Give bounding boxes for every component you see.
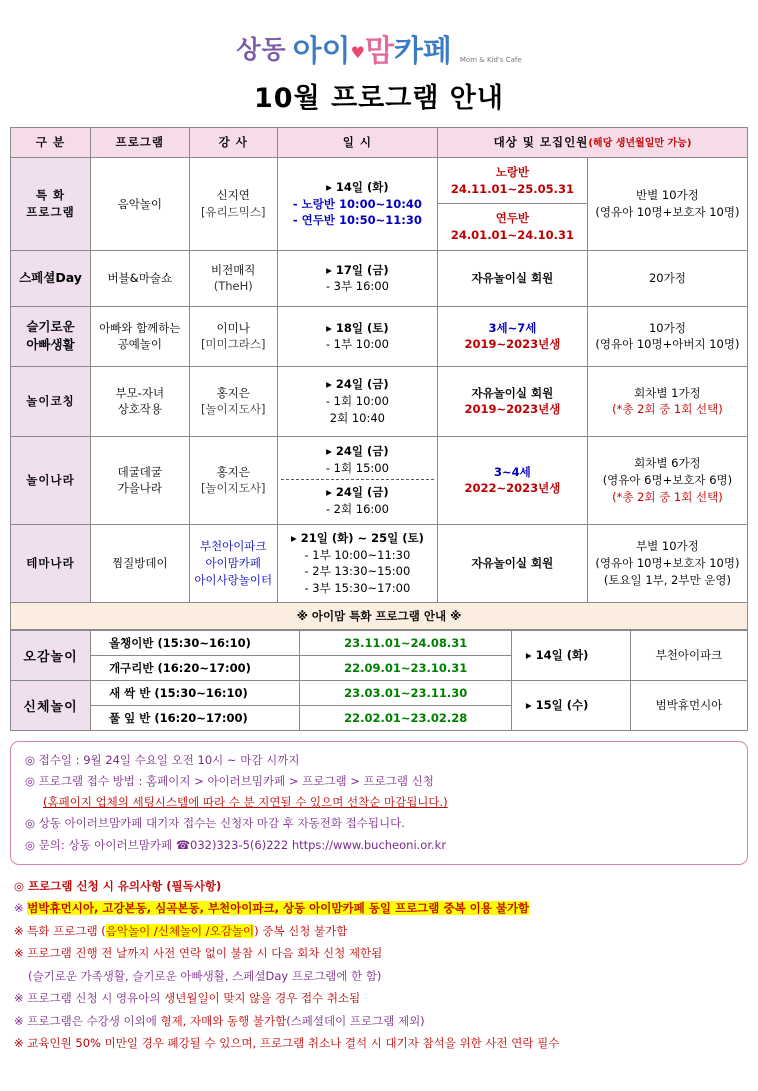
special-place: 범박휴먼시아	[630, 680, 747, 730]
table-row	[11, 436, 748, 524]
special-class-name: 풀 잎 반 (16:20~17:00)	[91, 705, 300, 730]
row-program: 버블&마술쇼	[91, 250, 190, 306]
row-program: 음악놀이	[91, 158, 190, 251]
heart-icon: ♥	[350, 43, 365, 62]
special-place: 부천아이파크	[630, 630, 747, 680]
row-target: 자유놀이실 회원	[437, 250, 587, 306]
row-teacher: 홍지은 [놀이지도사]	[189, 436, 277, 524]
website-link[interactable]: https://www.bucheoni.or.kr	[291, 837, 447, 852]
notes-section	[10, 875, 748, 1068]
logo-part-cafe: 카페	[393, 34, 452, 69]
row-category-coaching: 놀이코칭	[11, 366, 91, 436]
row-target: 3~4세 2022~2023년생	[437, 436, 587, 524]
logo-main-text	[293, 26, 452, 70]
row-category-playland: 놀이나라	[11, 436, 91, 524]
row-teacher: 이미나 [미미그라스]	[189, 306, 277, 366]
col-target-note: (해당 생년월일만 가능)	[588, 137, 692, 149]
row-program: 데굴데굴 가을나라	[91, 436, 190, 524]
table-row	[11, 524, 748, 602]
row-datetime: ▸ 17일 (금) - 3부 16:00	[277, 250, 437, 306]
row-program: 부모-자녀 상호작용	[91, 366, 190, 436]
special-program-notice: ※ 아이맘 특화 프로그램 안내 ※	[10, 603, 748, 630]
row-category-specialday: 스페셜Day	[11, 250, 91, 306]
logo-subtitle: Mom & Kid's Cafe	[459, 56, 522, 64]
row-capacity: 회차별 1가정 (*총 2회 중 1회 선택)	[587, 366, 747, 436]
note-item: (슬기로운 가족생활, 슬기로운 아빠생활, 스페셜Day 프로그램에 한 함)	[28, 968, 382, 983]
logo	[10, 0, 748, 70]
page-title: 10월 프로그램 안내	[254, 83, 504, 114]
logo-part-ai: 아이	[292, 34, 351, 69]
col-datetime: 일 시	[277, 128, 437, 158]
row-capacity: 회차별 6가정 (영유아 6명+보호자 6명) (*총 2회 중 1회 선택)	[587, 436, 747, 524]
logo-part-mom: 맘	[364, 34, 394, 69]
apply-line-2: ◎ 프로그램 접수 방법 : 홈페이지 > 아이러브밈카페 > 프로그램 > 프로그램 신청	[25, 773, 434, 788]
special-row	[11, 680, 748, 705]
apply-line-4: ◎ 상동 아이러브맘카페 대기자 접수는 신청자 마감 후 자동전화 접수됩니다.	[25, 816, 405, 831]
special-class-period: 23.03.01~23.11.30	[300, 680, 511, 705]
note-item: ※ 범박휴먼시아, 고강본동, 심곡본동, 부천아이파크, 상동 아이맘카페 동일 프로그램 중복 이용 불가함	[14, 901, 530, 916]
table-row	[11, 158, 748, 251]
table-row	[11, 366, 748, 436]
apply-line-5: ◎ 문의: 상동 아이러브맘카페 ☎032)323-5(6)222 https://www.bucheoni.or.kr	[25, 837, 447, 852]
special-day: ▸ 14일 (화)	[511, 630, 630, 680]
note-item: ※ 특화 프로그램 (음악놀이 /신체놀이 /오감놀이) 중복 신청 불가함	[14, 923, 348, 938]
special-day: ▸ 15일 (수)	[511, 680, 630, 730]
row-capacity: 20가정	[587, 250, 747, 306]
row-teacher: 홍지은 [놀이지도사]	[189, 366, 277, 436]
row-program: 찜질방데이	[91, 524, 190, 602]
special-class-name: 새 싹 반 (15:30~16:10)	[91, 680, 300, 705]
note-item: ※ 프로그램은 수강생 이외에 형제, 자매와 동행 불가함(스페셜데이 프로그램 제외)	[14, 1013, 425, 1028]
special-category-sensory: 오감놀이	[11, 630, 91, 680]
row-datetime: ▸ 18일 (토) - 1부 10:00	[277, 306, 437, 366]
special-category-physical: 신체놀이	[11, 680, 91, 730]
notes-heading: ◎ 프로그램 신청 시 유의사항 (필독사항)	[14, 879, 222, 894]
special-class-period: 22.02.01~23.02.28	[300, 705, 511, 730]
row-category-themeland: 테마나라	[11, 524, 91, 602]
apply-line-1: ◎ 접수일 : 9월 24일 수요일 오전 10시 ~ 마감 시까지	[25, 752, 300, 767]
table-row	[11, 306, 748, 366]
row-category-dad: 슬기로운 아빠생활	[11, 306, 91, 366]
row-datetime: ▸ 21일 (화) ~ 25일 (토) - 1부 10:00~11:30 - 2부 13:30~15:00 - 3부 15:30~17:00	[277, 524, 437, 602]
special-class-period: 23.11.01~24.08.31	[300, 630, 511, 655]
row-teacher: 비전매직 (TheH)	[189, 250, 277, 306]
program-table	[10, 127, 748, 603]
apply-line-3: (홈페이지 업체의 세팅시스템에 따라 수 분 지연될 수 있으며 선착순 마감됩니다.)	[43, 795, 448, 810]
target-box-2: 연두반 24.01.01~24.10.31	[450, 211, 574, 243]
row-datetime: ▸ 14일 (화) - 노랑반 10:00~10:40 - 연두반 10:50~11:30	[277, 158, 437, 251]
col-category: 구 분	[11, 128, 91, 158]
row-capacity: 반별 10가정 (영유아 10명+보호자 10명)	[587, 158, 747, 251]
note-item: ※ 프로그램 신청 시 영유아의 생년월일이 맞지 않을 경우 접수 취소됨	[14, 991, 361, 1006]
row-teacher: 신지연 [유리드믹스]	[189, 158, 277, 251]
special-class-name: 개구리반 (16:20~17:00)	[91, 655, 300, 680]
col-program: 프로그램	[91, 128, 190, 158]
row-datetime: ▸ 24일 (금) - 1회 10:00 2회 10:40	[277, 366, 437, 436]
row-teacher: 부천아이파크 아이맘카페 아이사랑놀이터	[189, 524, 277, 602]
special-class-name: 올챙이반 (15:30~16:10)	[91, 630, 300, 655]
table-row	[11, 250, 748, 306]
row-program: 아빠와 함께하는 공예놀이	[91, 306, 190, 366]
special-row	[11, 630, 748, 655]
target-box-1: 노랑반 24.11.01~25.05.31	[438, 158, 587, 204]
row-target: 자유놀이실 회원	[437, 524, 587, 602]
row-capacity: 부별 10가정 (영유아 10명+보호자 10명) (토요일 1부, 2부만 운영)	[587, 524, 747, 602]
row-capacity: 10가정 (영유아 10명+아버지 10명)	[587, 306, 747, 366]
row-target: 자유놀이실 회원 2019~2023년생	[437, 366, 587, 436]
row-datetime	[277, 436, 437, 524]
row-category-special: 특 화 프로그램	[11, 158, 91, 251]
col-target: 대상 및 모집인원(해당 생년월일만 가능)	[437, 128, 747, 158]
application-info-box	[10, 741, 748, 865]
note-item: ※ 프로그램 진행 전 날까지 사전 연락 없이 불참 시 다음 회차 신청 제한됨	[14, 946, 383, 961]
datetime-part-1: ▸ 24일 (금) - 1회 15:00	[281, 443, 434, 480]
col-teacher: 강 사	[189, 128, 277, 158]
note-item: ※ 교육인원 50% 미만일 경우 폐강될 수 있으며, 프로그램 취소나 결석 시 대기자 참석을 위한 사전 연락 필수	[14, 1035, 560, 1050]
special-class-period: 22.09.01~23.10.31	[300, 655, 511, 680]
logo-sangdong-text: 상동	[236, 35, 287, 64]
row-target: 3세~7세 2019~2023년생	[437, 306, 587, 366]
table-header-row	[11, 128, 748, 158]
datetime-part-2: ▸ 24일 (금) - 2회 16:00	[325, 485, 389, 516]
row-target	[437, 158, 587, 251]
special-program-table	[10, 630, 748, 731]
